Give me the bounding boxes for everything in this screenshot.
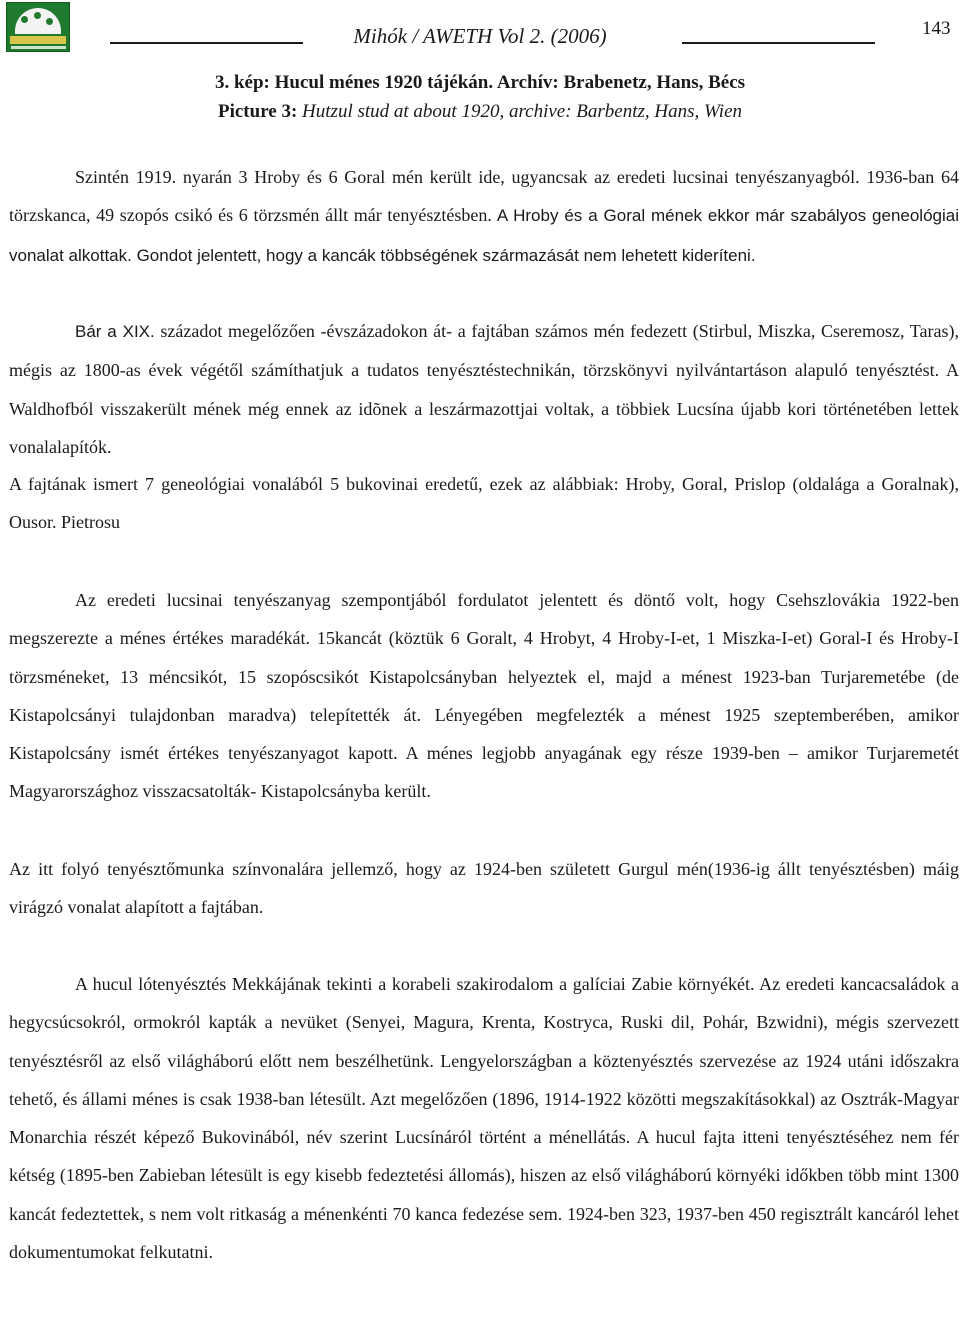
logo-dot (34, 12, 41, 19)
paragraph-4: Az eredeti lucsinai tenyészanyag szempontjából fordulatot jelentett és döntő volt, hogy Csehszlovákia 1922-ben megszerezte a ménes értékes maradékát. 15kancát (köztük 6 Goralt, 4 Hrobyt, 4 Hroby-I-et, 1 Miszka-I-et) Goral-I és Hroby-I törzsméneket, 13 méncsikót, 15 szopóscsikót Kistapolcsányban helyeztek el, majd a ménest 1923-ban Turjaremetébe (de Kistapolcsányi tulajdonban maradva) telepítették át. Lényegében megfelezték a ménest 1925 szeptemberében, amikor Kistapolcsány ismét értékes tenyészanyagot kapott. A ménes legjobb anyagának egy része 1939-ben – amikor Turjaremetét Magyarországhoz visszacsatolták- Kistapolcsányba került. (9, 590, 959, 802)
paragraph-1a: Szintén 1919. nyarán 3 Hroby és 6 Goral mén került ide, ugyancsak az eredeti lucsinai tenyészanyagból. 1936-ban 64 törzskanca, 49 szopós csikó és 6 törzsmén állt már tenyésztésben. (9, 167, 959, 226)
logo-band (10, 36, 66, 44)
paragraph-2 (9, 312, 959, 466)
paragraph-5: Az itt folyó tenyésztőmunka színvonalára jellemző, hogy az 1924-ben született Gurgul mén(1936-ig állt tenyésztésben) máig virágzó vonalat alapított a fajtában. (9, 859, 959, 918)
journal-logo (6, 2, 70, 52)
caption-en-text: Hutzul stud at about 1920, archive: Barbentz, Hans, Wien (297, 101, 743, 122)
page-number: 143 (922, 18, 951, 39)
paragraph-1 (9, 158, 959, 275)
journal-title: Mihók / AWETH Vol 2. (2006) (353, 24, 607, 48)
figure-caption-hu: 3. kép: Hucul ménes 1920 tájékán. Archív: Brabenetz, Hans, Bécs (214, 72, 746, 93)
caption-en-label: Picture 3: (217, 101, 298, 122)
paragraph-3: A fajtának ismert 7 geneológiai vonalából 5 bukovinai eredetű, ezek az alábbiak: Hroby, Goral, Prislop (oldalága a Goralnak), Ousor. Pietrosu (9, 474, 959, 533)
logo-fine-print (11, 46, 66, 49)
paragraph-2b: századot megelőzően -évszázadokon át- a fajtában számos mén fedezett (Stirbul, Miszka, Cseremosz, Taras), mégis az 1800-as évek végétől számíthatjuk a tudatos tenyésztéstechnikán, törzskönyvi nyilvántartáson alapuló tenyésztést. A Waldhofból visszakerült mének még ennek az idõnek a leszármazottjai voltak, a többiek Lucsína újabb kori történetében lettek vonalalapítók. (9, 321, 960, 457)
logo-dot (21, 16, 28, 23)
header-rule-left (110, 42, 303, 44)
paragraph-1b: A Hroby és a Goral mének ekkor már szabályos geneológiai vonalat alkottak. Gondot jelentett, hogy a kancák többségének származását nem lehetett kideríteni. (9, 206, 960, 265)
figure-caption-en (0, 101, 960, 123)
header-rule-right (682, 42, 875, 44)
paragraph-2a: Bár a XIX. (75, 322, 155, 341)
logo-dot (46, 18, 53, 25)
paragraph-6: A hucul lótenyésztés Mekkájának tekinti a korabeli szakirodalom a galíciai Zabie környékét. Az eredeti kancacsaládok a hegycsúcsokról, ormokról kapták a nevüket (Senyei, Magura, Krenta, Kostryca, Ruski dil, Pohár, Bzwidni), mégis szervezett tenyésztésről az első világháború előtt nem beszélhetünk. Lengyelországban a köztenyésztés szervezése az 1924 utáni időszakra tehető, és állami ménes is csak 1938-ban létesült. Azt megelőzően (1896, 1914-1922 közötti megszakításokkal) az Osztrák-Magyar Monarchia részét képező Bukovinából, név szerint Lucsínáról történt a ménellátás. A hucul fajta itteni tenyésztéséhez nem fér kétség (1895-ben Zabieban létesült is egy kisebb fedeztetési állomás), hiszen az első világháború környéki időkben több mint 1300 kancát fedeztettek, s nem volt ritkaság a ménenkénti 70 kanca fedezése sem. 1924-ben 323, 1937-ben 450 regisztrált kancáról lehet dokumentumokat felkutatni. (9, 974, 959, 1263)
